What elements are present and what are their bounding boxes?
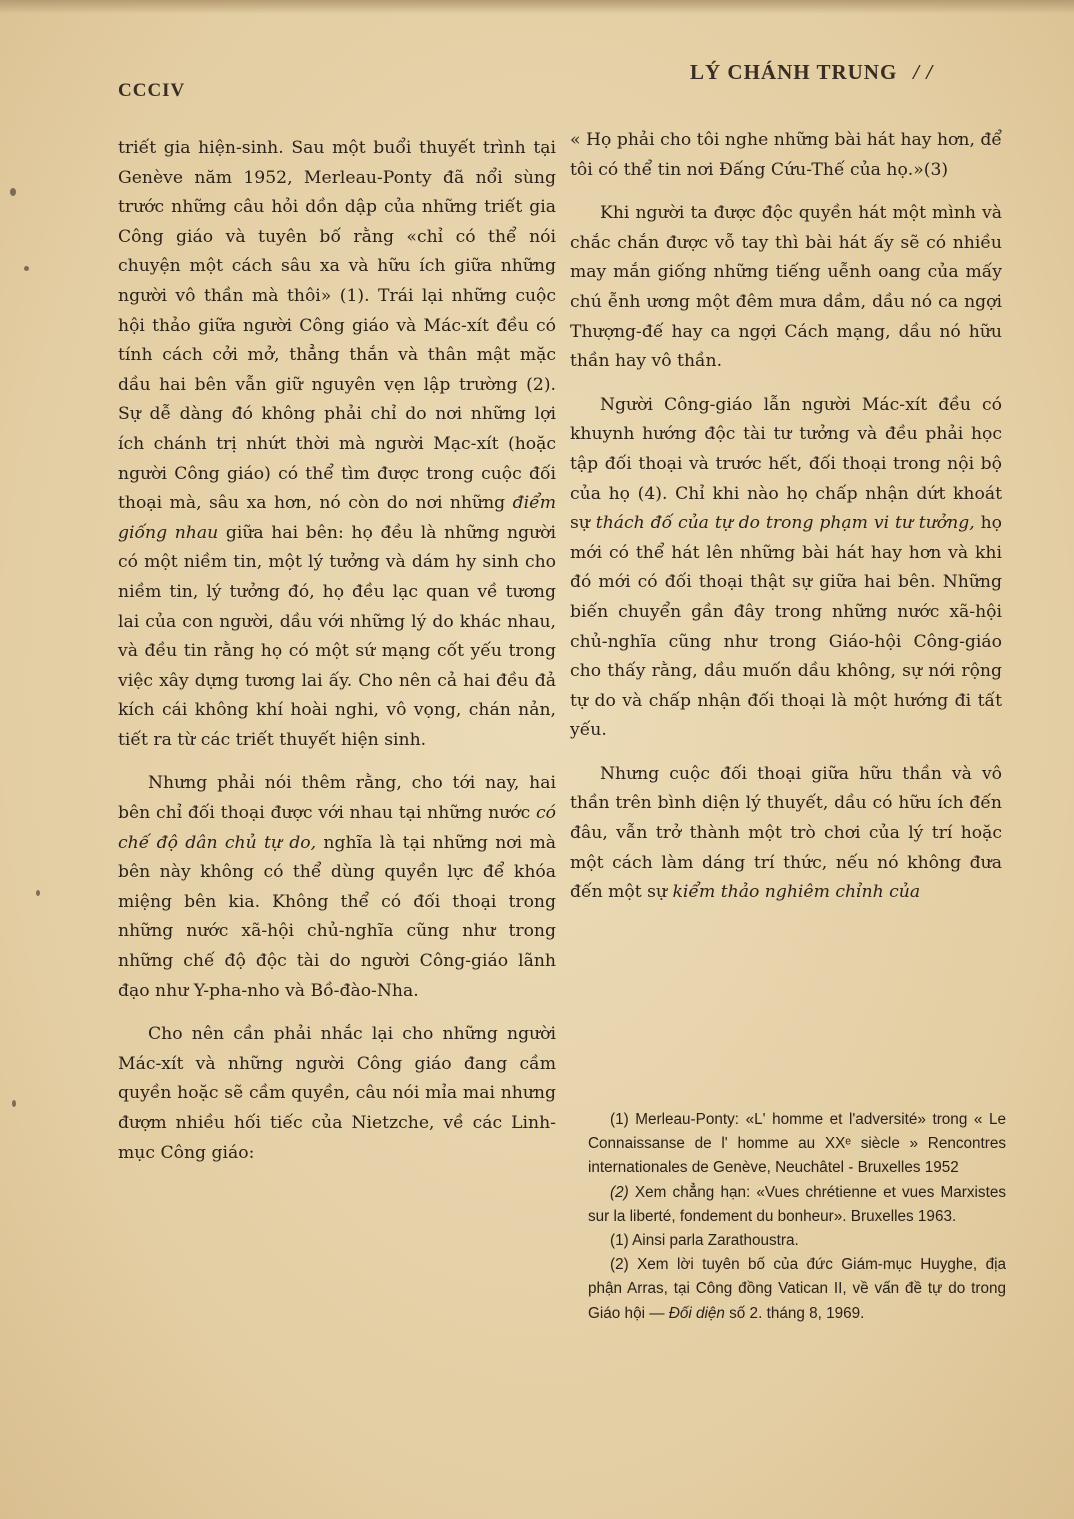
left-p2-emphasis: có chế độ dân chủ tự do,: [118, 803, 556, 853]
left-p2-rest: nghĩa là tại những nơi mà bên này không có thể dùng quyền lực để khóa miệng bên kia. Không thể có đối thoại trong những nước xã-hội chủ-nghĩa cũng như trong những chế độ độc tài do người Công-giáo lãnh đạo như Y-pha-nho và Bồ-đào-Nha.: [118, 832, 557, 1001]
footnotes: [588, 1108, 1006, 1326]
right-p4-text: Nhưng cuộc đối thoại giữa hữu thần và vô thần trên bình diện lý thuyết, dầu có hữu ích đến đâu, vẫn trở thành một trò chơi của lý trí hoặc một cách làm dáng trí thức, nếu nó không đưa đến một sự: [570, 763, 1002, 903]
paper-speck: [24, 266, 29, 271]
footnote-2-text: Xem chẳng hạn: «Vues chrétienne et vues Marxistes sur la liberté, fondement du bonheur». Bruxelles 1963.: [588, 1183, 1006, 1225]
left-paragraph-3: Cho nên cần phải nhắc lại cho những người Mác-xít và những người Công giáo đang cầm quyền hoặc sẽ cầm quyền, câu nói mỉa mai nhưng đượm nhiều hối tiếc của Nietzche, về các Linh-mục Công giáo:: [118, 1024, 556, 1163]
left-p1-text: triết gia hiện-sinh. Sau một buổi thuyết trình tại Genève năm 1952, Merleau-Ponty đã nổi sùng trước những câu hỏi dồn dập của những triết gia Công giáo và tuyên bố rằng «chỉ có thể nói chuyện một cách sâu xa và hữu ích giữa những người vô thần mà thôi» (1). Trái lại những cuộc hội thảo giữa người Công giáo và Mác-xít đều có tính cách cởi mở, thẳng thắn và thân mật mặc dầu hai bên vẫn giữ nguyên vẹn lập trường (2). Sự dễ dàng đó không phải chỉ do nơi những lợi ích chánh trị nhứt thời mà người Mạc-xít (hoặc người Công giáo) có thể tìm được trong cuộc đối thoại mà, sâu xa hơn, nó còn do nơi những: [118, 138, 556, 514]
right-paragraph-4: [570, 760, 1002, 908]
top-edge-shadow: [0, 0, 1074, 14]
right-paragraph-quote: « Họ phải cho tôi nghe những bài hát hay hơn, để tôi có thể tin nơi Đấng Cứu-Thế của họ.»(3): [570, 130, 1002, 180]
page-code: CCCIV: [118, 80, 186, 101]
running-header: [690, 60, 933, 85]
right-p3-emphasis: thách đố của tự do trong phạm vi tư tưởng,: [595, 513, 975, 534]
left-p1-rest: giữa hai bên: họ đều là những người có một niềm tin, một lý tưởng và dám hy sinh cho niềm tin, lý tưởng đó, họ đều lạc quan về tương lai của con người, dầu với những lý do khác nhau, và đều tin rằng họ có một sứ mạng cốt yếu trong việc xây dựng tương lai ấy. Cho nên cả hai đều đả kích cái không khí hoài nghi, vô vọng, chán nản, tiết ra từ các triết thuyết hiện sinh.: [118, 522, 557, 750]
page-mark: / /: [913, 60, 934, 84]
right-p3-rest: họ mới có thể hát lên những bài hát hay hơn và khi đó mới có đối thoại thật sự giữa hai bên. Những biến chuyển gần đây trong những nước xã-hội chủ-nghĩa cũng như trong Giáo-hội Công-giáo cho thấy rằng, dầu muốn dầu không, sự nới rộng tự do và chấp nhận đối thoại là một hướng đi tất yếu.: [570, 513, 1002, 741]
right-paragraph-3: [570, 391, 1002, 746]
footnote-4: [588, 1253, 1006, 1326]
left-p2-text: Nhưng phải nói thêm rằng, cho tới nay, hai bên chỉ đối thoại được với nhau tại những nước: [118, 773, 556, 824]
footnote-2-number: (2): [610, 1183, 629, 1201]
left-paragraph-2: [118, 769, 556, 1006]
left-paragraph-1: [118, 134, 556, 755]
footnote-4-rest: số 2. tháng 8, 1969.: [729, 1304, 865, 1322]
left-p1-emphasis: điểm giống nhau: [118, 493, 556, 543]
left-column: [118, 134, 556, 1168]
footnote-4-emphasis: Đối diện: [668, 1304, 725, 1322]
right-p3-text: Người Công-giáo lẫn người Mác-xít đều có khuynh hướng độc tài tư tưởng và đều phải học tập đối thoại và trước hết, đối thoại trong nội bộ của họ (4). Chỉ khi nào họ chấp nhận dứt khoát sự: [570, 394, 1002, 534]
paper-speck: [36, 890, 40, 896]
right-paragraph-2: Khi người ta được độc quyền hát một mình và chắc chắn được vỗ tay thì bài hát ấy sẽ có nhiều may mắn giống những tiếng uễnh oang của mấy chú ễnh ương một đêm mưa dầm, dầu nó ca ngợi Thượng-đế hay ca ngợi Cách mạng, dầu nó hữu thần hay vô thần.: [570, 203, 1002, 372]
footnote-1: (1) Merleau-Ponty: «L' homme et l'adversité» trong « Le Connaissanse de l' homme au XXᵉ siècle » Rencontres internationales de Genève, Neuchâtel - Bruxelles 1952: [588, 1111, 1006, 1177]
footnote-2: [588, 1181, 1006, 1229]
paper-speck: [10, 188, 16, 196]
right-column: [570, 126, 1002, 908]
footnote-3: (1) Ainsi parla Zarathoustra.: [610, 1232, 799, 1250]
paper-speck: [12, 1100, 16, 1107]
right-p4-emphasis: kiểm thảo nghiêm chỉnh của: [672, 882, 921, 903]
footnote-4-text: (2) Xem lời tuyên bố của đức Giám-mục Huyghe, địa phận Arras, tại Công đồng Vatican II, về vấn đề tự do trong Giáo hội —: [588, 1256, 1006, 1322]
author-name: LÝ CHÁNH TRUNG: [690, 60, 898, 84]
